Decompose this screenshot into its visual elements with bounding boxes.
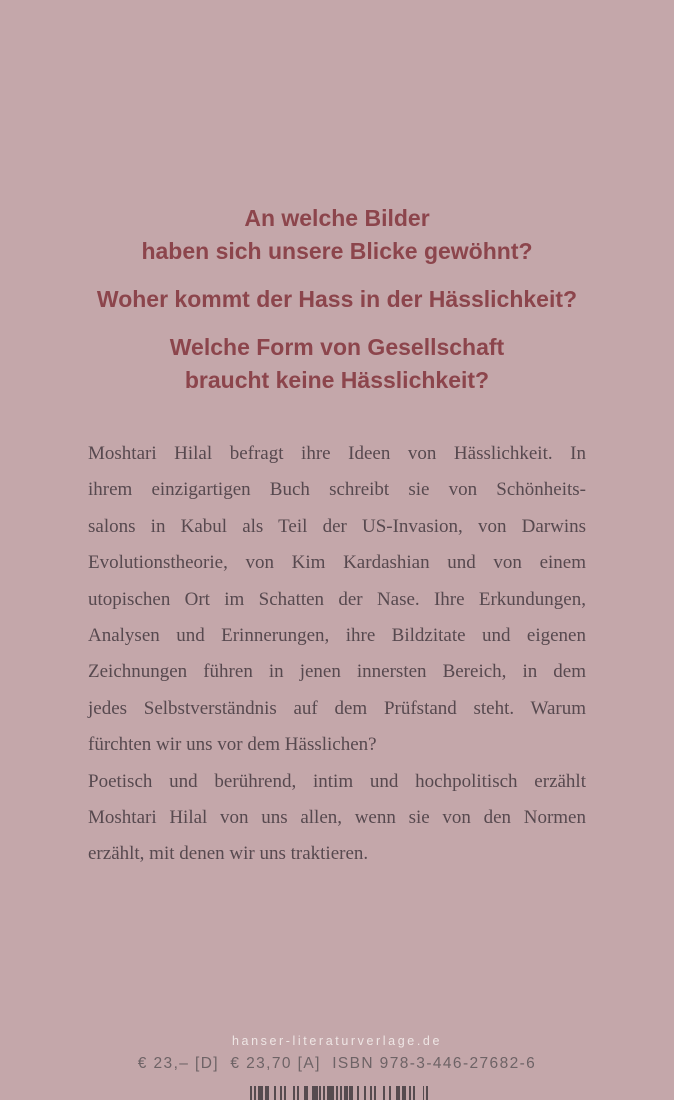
blurb-line: Moshtari Hilal von uns allen, wenn sie von den Normen	[88, 807, 586, 829]
barcode-bar	[426, 1086, 428, 1100]
blurb-line: salons in Kabul als Teil der US-Invasion, von Darwins	[88, 515, 586, 537]
question-line: haben sich unsere Blicke gewöhnt?	[141, 238, 533, 264]
question-block-2	[0, 283, 674, 316]
question-block-1	[0, 202, 674, 268]
blurb-line: jedes Selbstverständnis auf dem Prüfstand steht. Warum	[88, 697, 586, 719]
questions-section	[0, 202, 674, 412]
blurb-line: Evolutionstheorie, von Kim Kardashian und von einem	[88, 552, 586, 574]
question-line: braucht keine Hässlichkeit?	[184, 367, 490, 393]
blurb-line: utopischen Ort im Schatten der Nase. Ihre Erkundungen,	[88, 588, 586, 610]
blurb-line: erzählt, mit denen wir uns traktieren.	[88, 843, 369, 865]
blurb-line: ihrem einzigartigen Buch schreibt sie von Schönheits-	[88, 479, 586, 501]
publisher-website-url: hanser-literaturverlage.de	[231, 1034, 443, 1048]
blurb-line: Moshtari Hilal befragt ihre Ideen von Hässlichkeit. In	[88, 443, 586, 464]
question-line: Welche Form von Gesellschaft	[169, 334, 505, 360]
price-isbn-line: € 23,– [D] € 23,70 [A] ISBN 978-3-446-27682-6	[137, 1055, 537, 1072]
blurb-line: Analysen und Erinnerungen, ihre Bildzitate und eigenen	[88, 625, 586, 647]
ean-barcode	[250, 1086, 428, 1100]
blurb-paragraph	[88, 436, 586, 873]
blurb-line: Zeichnungen führen in jenen innersten Bereich, in dem	[88, 661, 586, 683]
blurb-line: Poetisch und berührend, intim und hochpolitisch erzählt	[88, 770, 586, 792]
question-block-3	[0, 331, 674, 397]
question-line: An welche Bilder	[244, 205, 430, 231]
question-line: Woher kommt der Hass in der Hässlichkeit?	[96, 286, 578, 312]
blurb-line: fürchten wir uns vor dem Hässlichen?	[88, 734, 377, 756]
